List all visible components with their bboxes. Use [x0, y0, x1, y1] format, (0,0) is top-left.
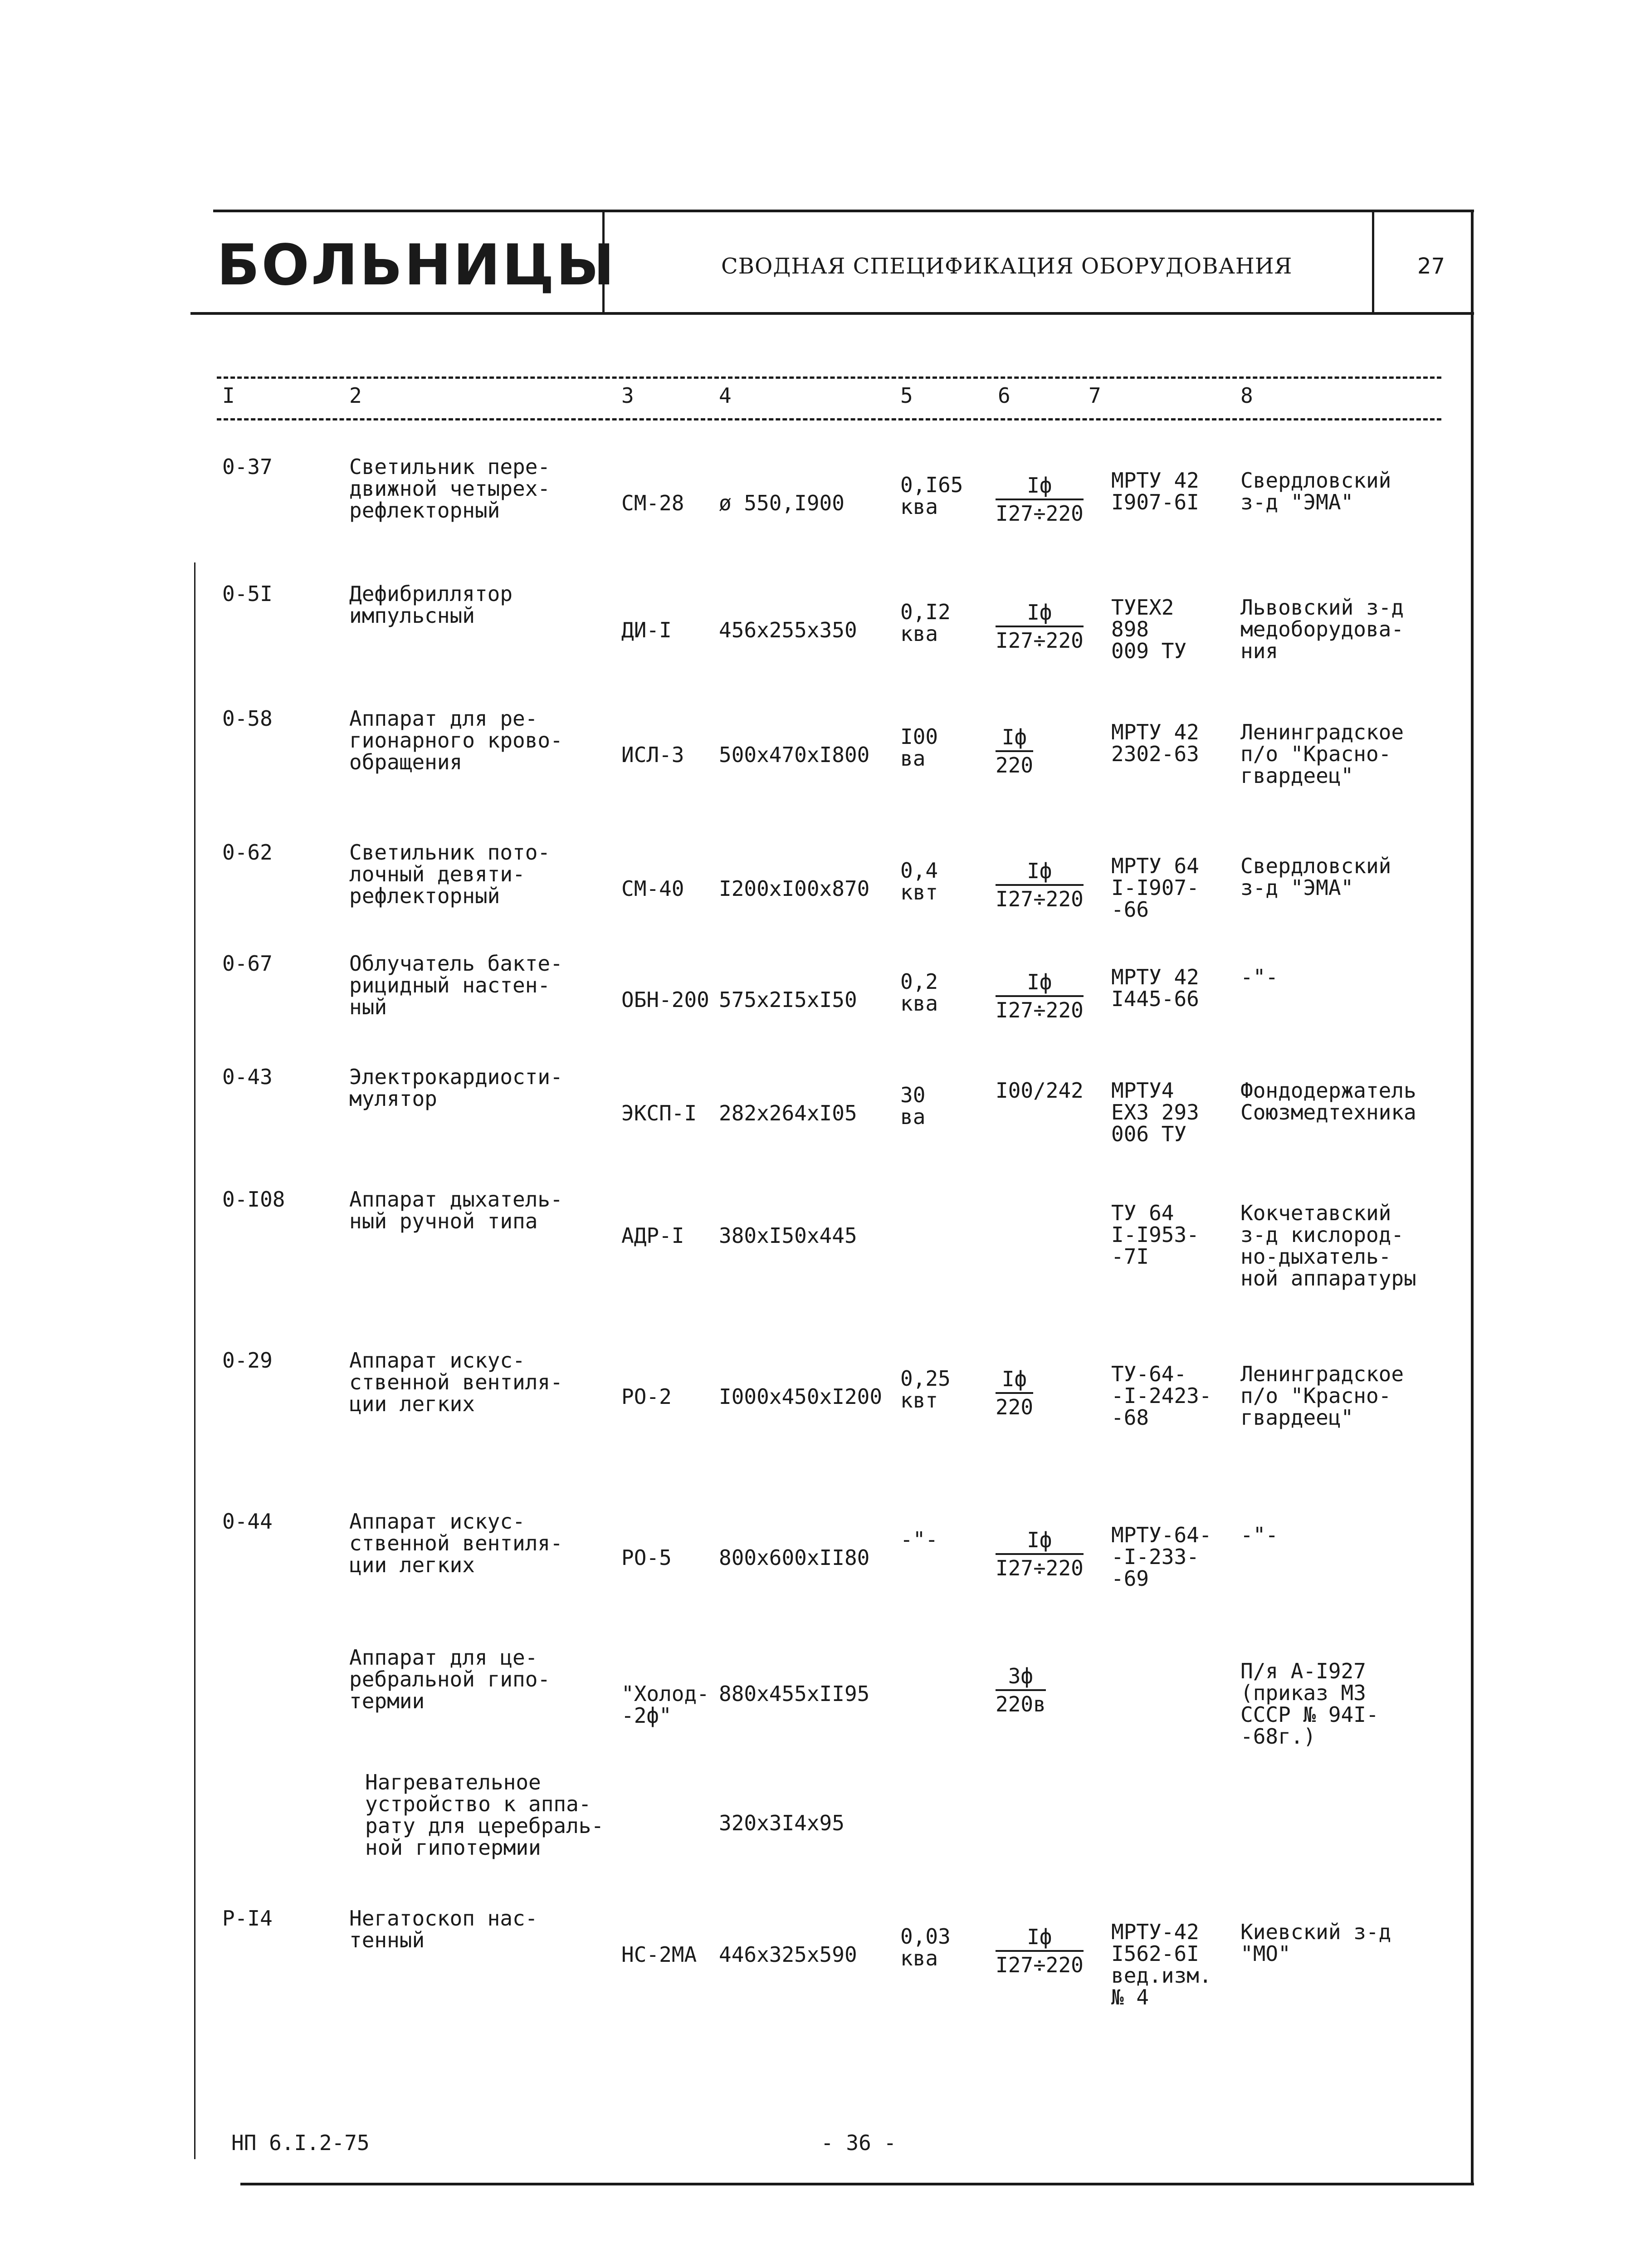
item-dimensions: 456x255x350: [719, 618, 857, 642]
item-standard: МРТУ4: [1111, 1078, 1174, 1103]
item-name: движной четырех-: [349, 476, 551, 501]
item-voltage: [996, 474, 1084, 525]
item-standard: МРТУ 42: [1111, 720, 1199, 744]
item-name: Аппарат искус-: [349, 1348, 525, 1373]
voltage-phase: Iф: [996, 474, 1084, 500]
item-dimensions: 320x3I4x95: [719, 1811, 845, 1835]
item-manufacturer: -68г.): [1240, 1724, 1316, 1749]
item-name: термии: [349, 1689, 425, 1713]
voltage-phase: 3ф: [996, 1665, 1046, 1691]
item-model: СМ-28: [621, 491, 684, 515]
voltage-phase: Iф: [996, 860, 1084, 886]
item-standard: МРТУ 42: [1111, 965, 1199, 989]
item-standard: -I-2423-: [1111, 1383, 1212, 1408]
left-margin-rule: [194, 562, 195, 2159]
item-power: I00: [900, 724, 938, 749]
voltage-value: 220: [996, 1395, 1034, 1419]
item-power: 0,I2: [900, 600, 951, 624]
item-voltage: I00/242: [996, 1078, 1084, 1103]
item-code: 0-37: [222, 455, 273, 479]
item-manufacturer: Львовский з-д: [1240, 595, 1404, 620]
voltage-value: I27÷220: [996, 628, 1084, 653]
item-name: Негатоскоп нас-: [349, 1906, 538, 1931]
item-code: 0-29: [222, 1348, 273, 1373]
voltage-value: I27÷220: [996, 1556, 1084, 1580]
item-manufacturer: Ленинградское: [1240, 720, 1404, 744]
voltage-phase: Iф: [996, 726, 1033, 752]
item-manufacturer: "МО": [1240, 1941, 1291, 1966]
item-manufacturer: Фондодержатель: [1240, 1078, 1416, 1103]
item-name: Облучатель бакте-: [349, 951, 563, 976]
item-name: ный ручной типа: [349, 1209, 538, 1233]
column-header-top-rule: [217, 376, 1441, 379]
item-code: 0-43: [222, 1065, 273, 1089]
item-manufacturer: з-д кислород-: [1240, 1222, 1404, 1247]
item-standard: 009 ТУ: [1111, 639, 1187, 663]
item-manufacturer: з-д "ЭМА": [1240, 490, 1354, 514]
item-model: ИСЛ-3: [621, 743, 684, 767]
item-dimensions: 282x264xI05: [719, 1101, 857, 1125]
item-manufacturer: -"-: [1240, 1523, 1279, 1547]
item-name: ный: [349, 995, 387, 1019]
item-code: Р-I4: [222, 1906, 273, 1931]
item-voltage: [996, 1368, 1033, 1418]
item-standard: 006 ТУ: [1111, 1122, 1187, 1146]
item-standard: -7I: [1111, 1244, 1149, 1269]
item-standard: I-I907-: [1111, 875, 1199, 900]
item-standard: ЕХЗ 293: [1111, 1100, 1199, 1124]
item-model: ДИ-I: [621, 618, 672, 642]
item-dimensions: 800x600xII80: [719, 1545, 870, 1570]
item-name: Нагревательное: [365, 1770, 541, 1794]
item-standard: -66: [1111, 897, 1149, 922]
item-manufacturer: СССР № 94I-: [1240, 1702, 1379, 1727]
item-code: 0-5I: [222, 582, 273, 606]
item-name: устройство к аппа-: [365, 1792, 591, 1816]
item-code: 0-62: [222, 840, 273, 865]
item-name: рефлекторный: [349, 884, 500, 908]
item-standard: -I-233-: [1111, 1545, 1199, 1569]
item-model: ОБН-200: [621, 987, 709, 1012]
item-manufacturer: Ленинградское: [1240, 1362, 1404, 1386]
item-name: Аппарат для це-: [349, 1645, 538, 1670]
item-name: рефлекторный: [349, 498, 500, 523]
item-dimensions: I000x450xI200: [719, 1384, 883, 1409]
item-model: -2ф": [621, 1703, 672, 1728]
item-voltage: [996, 1529, 1084, 1579]
item-dimensions: I200xI00x870: [719, 876, 870, 901]
item-name: обращения: [349, 750, 463, 774]
column-header-bottom-rule: [217, 418, 1441, 420]
page-subtitle: СВОДНАЯ СПЕЦИФИКАЦИЯ ОБОРУДОВАНИЯ: [721, 254, 1293, 279]
voltage-value: I27÷220: [996, 501, 1084, 526]
item-dimensions: ø 550,I900: [719, 491, 845, 515]
item-name: импульсный: [349, 603, 475, 628]
column-header-6: 6: [998, 383, 1011, 408]
item-manufacturer: (приказ МЗ: [1240, 1681, 1366, 1705]
page-title: БОЛЬНИЦЫ: [217, 233, 616, 298]
header-divider-right: [1372, 210, 1374, 314]
column-header-3: 3: [621, 383, 634, 408]
item-name: ственной вентиля-: [349, 1531, 563, 1555]
item-standard: 2302-63: [1111, 742, 1199, 766]
item-name: Аппарат дыхатель-: [349, 1187, 563, 1212]
item-power: квт: [900, 880, 938, 904]
item-dimensions: 446x325x590: [719, 1942, 857, 1967]
item-standard: -69: [1111, 1566, 1149, 1591]
item-name: лочный девяти-: [349, 862, 525, 886]
voltage-value: I27÷220: [996, 1953, 1084, 1977]
item-manufacturer: Союзмедтехника: [1240, 1100, 1416, 1124]
item-manufacturer: П/я А-I927: [1240, 1659, 1366, 1683]
item-power: 0,4: [900, 858, 938, 883]
item-manufacturer: но-дыхатель-: [1240, 1244, 1391, 1269]
voltage-value: 220в: [996, 1692, 1046, 1716]
footer-page-number: - 36 -: [821, 2131, 897, 2155]
header-bottom-rule: [190, 312, 1474, 315]
column-header-4: 4: [719, 383, 732, 408]
item-voltage: [996, 860, 1084, 910]
item-code: 0-67: [222, 951, 273, 976]
item-power: 0,I65: [900, 473, 963, 497]
item-standard: I-I953-: [1111, 1222, 1199, 1247]
item-dimensions: 880x455xII95: [719, 1681, 870, 1706]
item-model: НС-2МА: [621, 1942, 697, 1967]
item-manufacturer: гвардеец": [1240, 1405, 1354, 1430]
item-standard: МРТУ-64-: [1111, 1523, 1212, 1547]
item-code: 0-58: [222, 706, 273, 731]
item-model: АДР-I: [621, 1223, 684, 1248]
item-name: гионарного крово-: [349, 728, 563, 753]
header-top-rule: [213, 210, 1474, 212]
item-name: рату для церебраль-: [365, 1813, 604, 1838]
item-voltage: [996, 1665, 1046, 1716]
item-manufacturer: ной аппаратуры: [1240, 1266, 1416, 1290]
item-standard: № 4: [1111, 1985, 1149, 2009]
voltage-phase: Iф: [996, 601, 1084, 627]
footer-doc-code: НП 6.I.2-75: [231, 2131, 370, 2155]
item-standard: МРТУ 64: [1111, 854, 1199, 878]
item-power: ва: [900, 1105, 926, 1129]
item-manufacturer: з-д "ЭМА": [1240, 875, 1354, 900]
item-standard: I562-6I: [1111, 1941, 1199, 1966]
item-power: 30: [900, 1083, 926, 1107]
item-manufacturer: п/о "Красно-: [1240, 742, 1391, 766]
item-manufacturer: -"-: [1240, 965, 1279, 989]
item-voltage: [996, 1926, 1084, 1976]
item-model: РО-5: [621, 1545, 672, 1570]
item-power: 0,2: [900, 969, 938, 994]
item-manufacturer: п/о "Красно-: [1240, 1383, 1391, 1408]
item-power: ква: [900, 991, 938, 1016]
column-header-8: 8: [1240, 383, 1253, 408]
item-dimensions: 500x470xI800: [719, 743, 870, 767]
item-manufacturer: гвардеец": [1240, 763, 1354, 788]
item-name: ственной вентиля-: [349, 1370, 563, 1394]
voltage-phase: Iф: [996, 1368, 1033, 1394]
bottom-rule: [240, 2183, 1474, 2185]
item-power: ква: [900, 494, 938, 519]
item-manufacturer: Кокчетавский: [1240, 1201, 1391, 1225]
item-model: ЭКСП-I: [621, 1101, 697, 1125]
item-power: ва: [900, 746, 926, 771]
item-standard: вед.изм.: [1111, 1963, 1212, 1988]
right-border: [1471, 210, 1474, 2185]
item-standard: МРТУ 42: [1111, 468, 1199, 493]
item-standard: I907-6I: [1111, 490, 1199, 514]
item-model: "Холод-: [621, 1681, 709, 1706]
item-name: Аппарат искус-: [349, 1509, 525, 1534]
voltage-value: 220: [996, 753, 1034, 777]
item-power: 0,03: [900, 1924, 951, 1949]
voltage-phase: Iф: [996, 1926, 1084, 1952]
item-manufacturer: медоборудова-: [1240, 617, 1404, 641]
voltage-phase: Iф: [996, 971, 1084, 997]
item-voltage: [996, 601, 1084, 652]
column-header-7: 7: [1089, 383, 1101, 408]
page-number: 27: [1417, 254, 1445, 279]
voltage-value: I27÷220: [996, 887, 1084, 911]
item-manufacturer: Свердловский: [1240, 468, 1391, 493]
item-manufacturer: Свердловский: [1240, 854, 1391, 878]
item-power: ква: [900, 621, 938, 646]
item-power: квт: [900, 1388, 938, 1413]
item-voltage: [996, 726, 1033, 777]
item-name: ребральной гипо-: [349, 1667, 551, 1691]
item-standard: ТУ 64: [1111, 1201, 1174, 1225]
column-header-2: 2: [349, 383, 362, 408]
item-standard: МРТУ-42: [1111, 1920, 1199, 1944]
item-standard: I445-66: [1111, 987, 1199, 1011]
item-standard: -68: [1111, 1405, 1149, 1430]
item-name: Светильник пере-: [349, 455, 551, 479]
item-dimensions: 575x2I5xI50: [719, 987, 857, 1012]
item-name: Электрокардиости-: [349, 1065, 563, 1089]
item-dimensions: 380xI50x445: [719, 1223, 857, 1248]
item-name: мулятор: [349, 1086, 437, 1111]
item-power: ква: [900, 1946, 938, 1970]
column-header-1: I: [222, 383, 235, 408]
item-model: РО-2: [621, 1384, 672, 1409]
voltage-value: I27÷220: [996, 998, 1084, 1022]
column-header-5: 5: [900, 383, 913, 408]
item-name: рицидный настен-: [349, 973, 551, 997]
item-name: ции легких: [349, 1392, 475, 1416]
item-model: СМ-40: [621, 876, 684, 901]
item-power: 0,25: [900, 1366, 951, 1391]
item-standard: ТУЕХ2: [1111, 595, 1174, 620]
item-code: 0-I08: [222, 1187, 285, 1212]
item-voltage: [996, 971, 1084, 1022]
item-name: Аппарат для ре-: [349, 706, 538, 731]
item-name: Светильник пото-: [349, 840, 551, 865]
item-name: ной гипотермии: [365, 1835, 541, 1860]
item-power: -"-: [900, 1527, 938, 1552]
item-standard: ТУ-64-: [1111, 1362, 1187, 1386]
item-name: ции легких: [349, 1553, 475, 1577]
item-standard: 898: [1111, 617, 1149, 641]
voltage-phase: Iф: [996, 1529, 1084, 1555]
item-name: тенный: [349, 1928, 425, 1952]
item-name: Дефибриллятор: [349, 582, 513, 606]
item-code: 0-44: [222, 1509, 273, 1534]
item-manufacturer: Киевский з-д: [1240, 1920, 1391, 1944]
item-manufacturer: ния: [1240, 639, 1279, 663]
